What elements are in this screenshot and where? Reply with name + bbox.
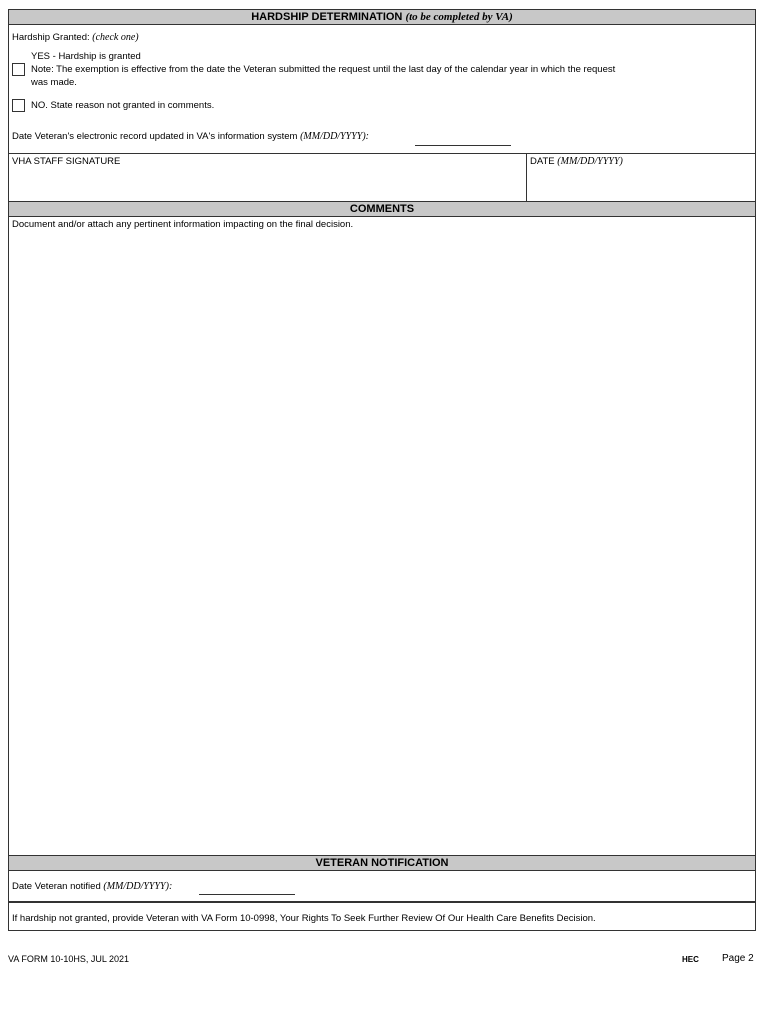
hardship-title-note: (to be completed by VA) bbox=[405, 11, 513, 23]
comments-field[interactable] bbox=[9, 232, 755, 854]
signature-field[interactable] bbox=[9, 168, 525, 200]
date-updated-row bbox=[12, 131, 369, 142]
date-format: (MM/DD/YYYY) bbox=[557, 156, 623, 167]
date-updated-field[interactable] bbox=[415, 145, 511, 146]
date-updated-format: (MM/DD/YYYY): bbox=[300, 131, 369, 142]
hardship-granted-row bbox=[12, 32, 139, 43]
no-label: NO. State reason not granted in comments. bbox=[31, 100, 215, 111]
hardship-title: HARDSHIP DETERMINATION bbox=[251, 11, 403, 23]
hardship-granted-label: Hardship Granted: bbox=[12, 32, 90, 43]
not-granted-text: If hardship not granted, provide Veteran with VA Form 10-0998, Your Rights To Seek Further Review Of Our Health Care Benefits Decision. bbox=[12, 913, 596, 924]
hec-code: HEC bbox=[682, 955, 699, 964]
yes-note-line1: Note: The exemption is effective from the date the Veteran submitted the request until the last day of the calendar year in which the request bbox=[31, 64, 616, 75]
notification-header bbox=[8, 855, 756, 871]
date-label: DATE bbox=[530, 156, 555, 167]
comments-header bbox=[8, 201, 756, 217]
date-notified-row bbox=[12, 881, 172, 892]
form-id: VA FORM 10-10HS, JUL 2021 bbox=[8, 954, 130, 964]
hardship-header bbox=[8, 9, 756, 25]
page-number: Page 2 bbox=[722, 953, 754, 964]
date-notified-format: (MM/DD/YYYY): bbox=[103, 881, 173, 892]
comments-instruction: Document and/or attach any pertinent information impacting on the final decision. bbox=[12, 219, 354, 230]
notification-title: VETERAN NOTIFICATION bbox=[315, 857, 449, 869]
date-updated-label: Date Veteran's electronic record updated in VA's information system bbox=[12, 131, 298, 142]
yes-label: YES - Hardship is granted bbox=[31, 51, 141, 62]
yes-checkbox[interactable] bbox=[12, 63, 25, 76]
no-checkbox[interactable] bbox=[12, 99, 25, 112]
comments-title: COMMENTS bbox=[349, 203, 415, 215]
hardship-granted-note: (check one) bbox=[92, 32, 139, 43]
signature-date-field[interactable] bbox=[528, 168, 754, 200]
date-notified-field[interactable] bbox=[199, 894, 295, 895]
signature-label: VHA STAFF SIGNATURE bbox=[12, 156, 121, 167]
date-notified-label: Date Veteran notified bbox=[12, 881, 101, 892]
date-row bbox=[530, 156, 623, 167]
yes-note-line2: was made. bbox=[31, 77, 77, 88]
divider bbox=[8, 153, 756, 154]
signature-date-divider bbox=[526, 153, 527, 201]
